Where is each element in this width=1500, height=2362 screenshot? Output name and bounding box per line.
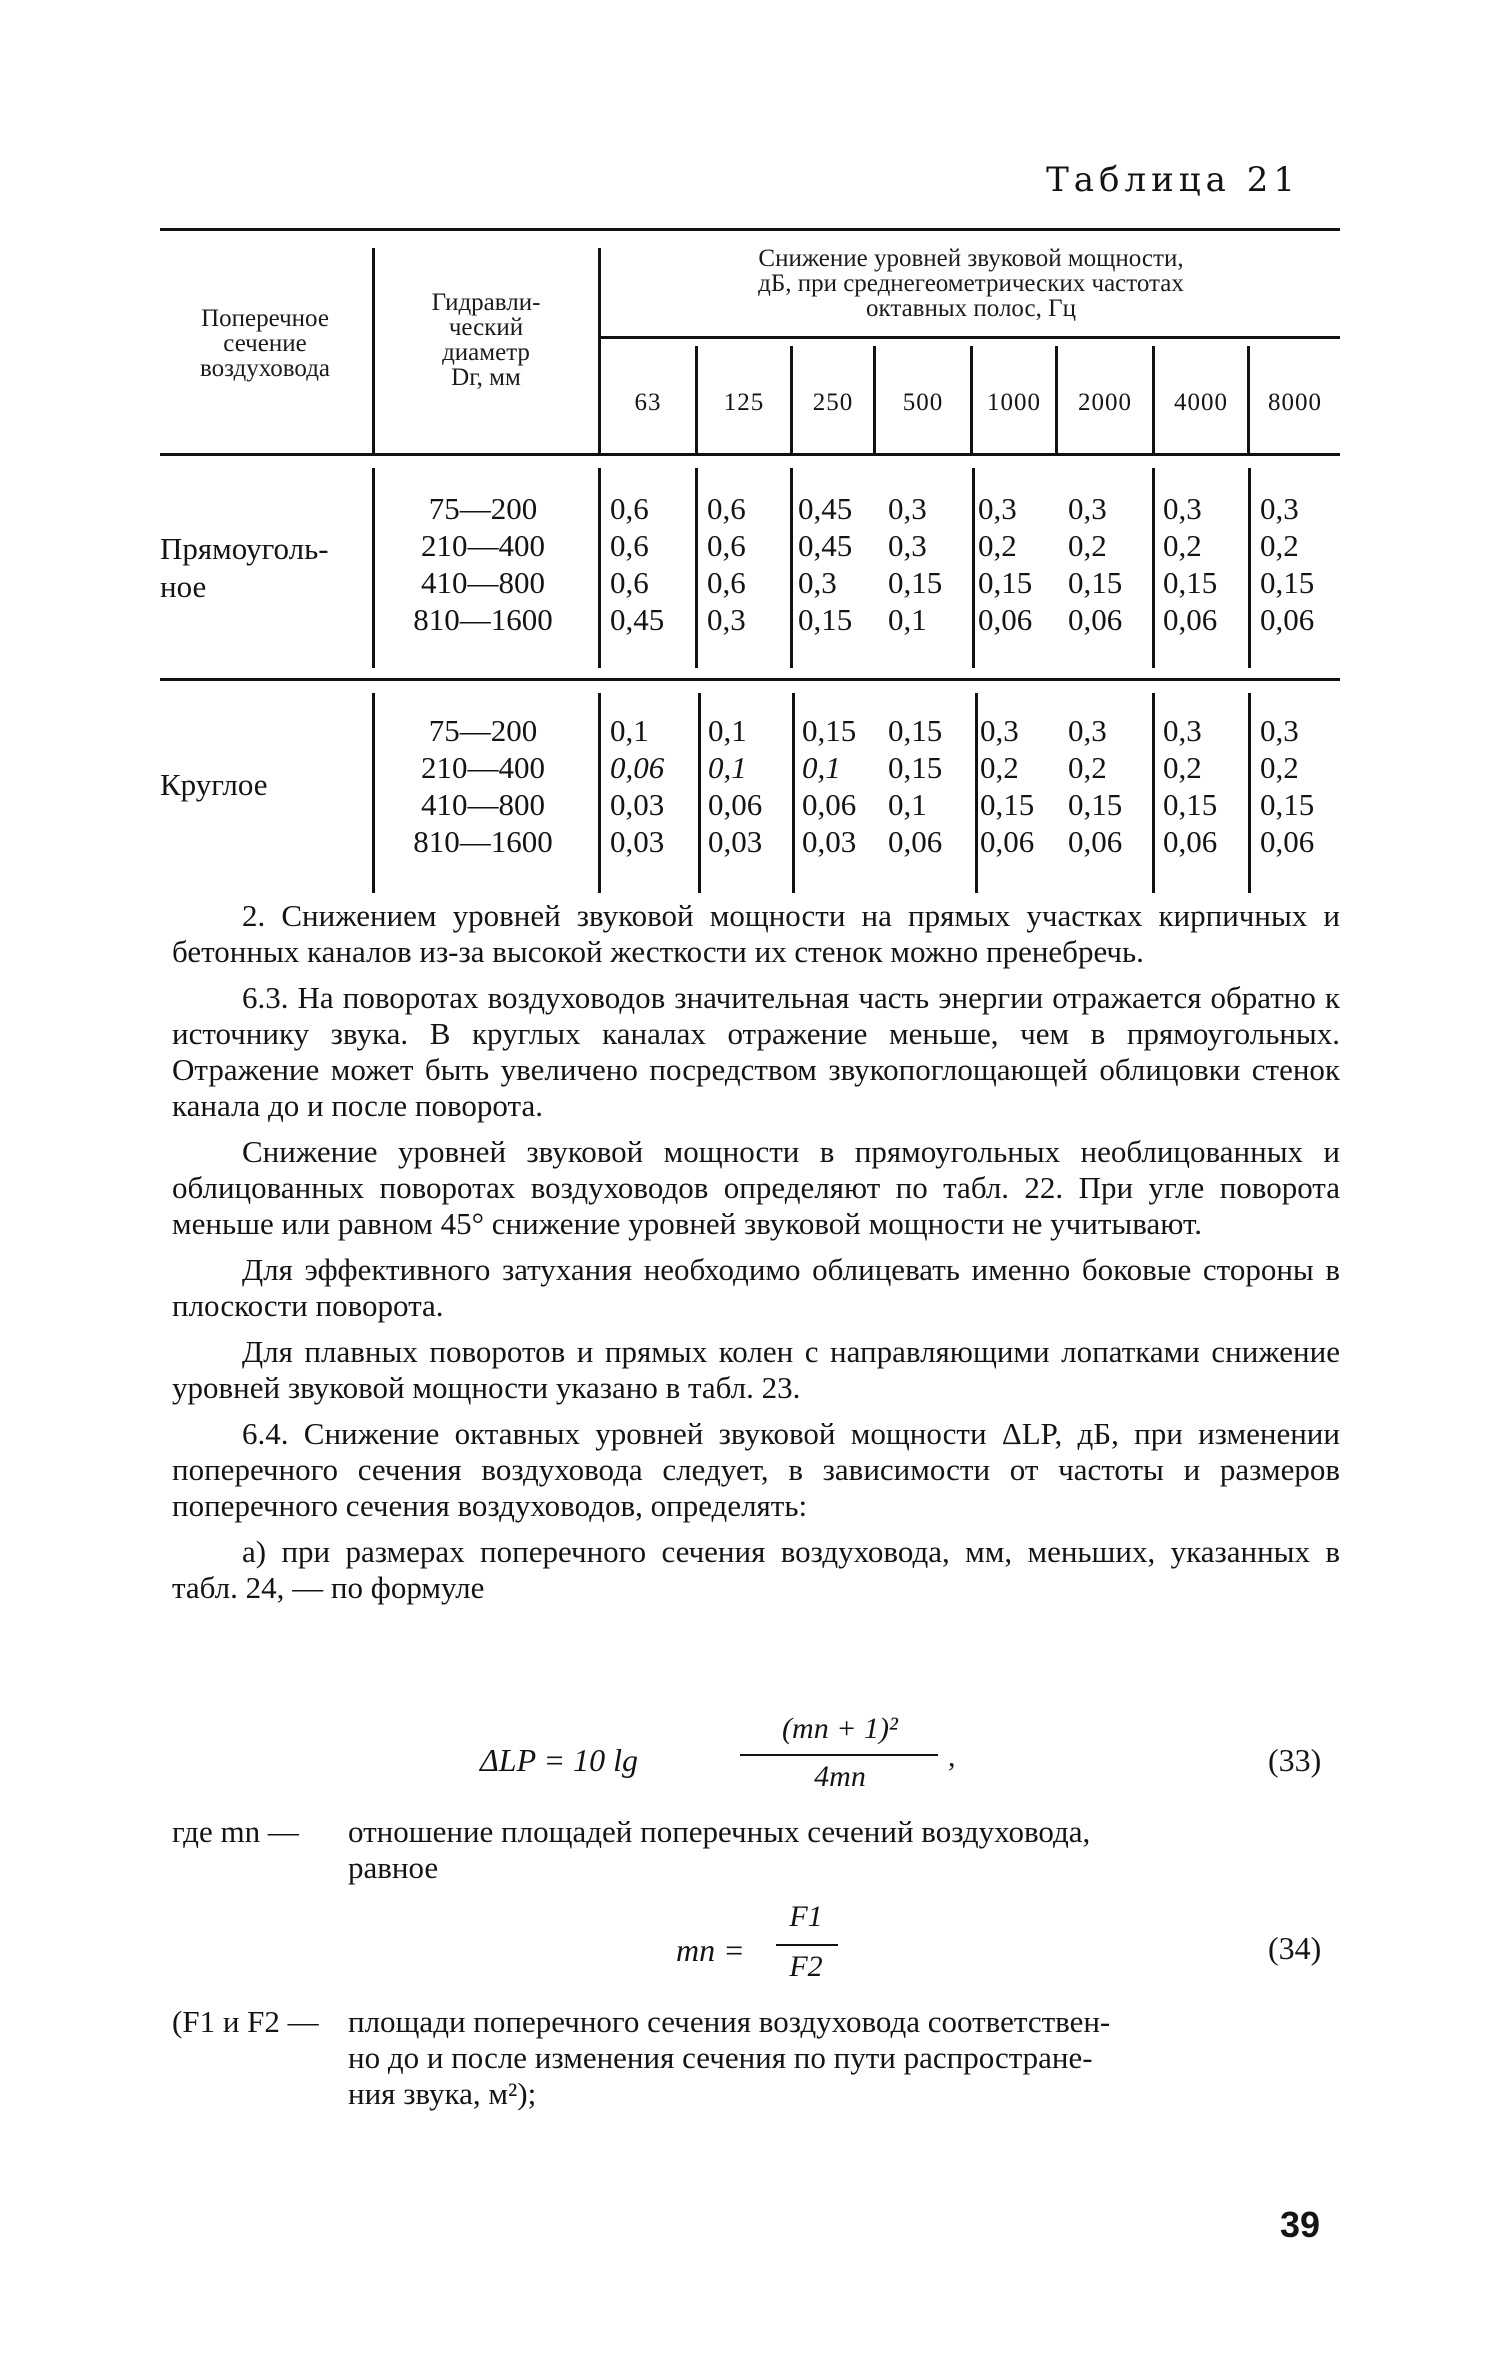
paragraph: 6.4. Снижение октавных уровней звуковой мощности ΔLP, дБ, при изменении поперечного сечения воздуховода следует, в зависимости от частоты и размеров поперечного сечения воздуховодов, определять: bbox=[172, 1416, 1340, 1523]
value-column: 0,45 0,45 0,3 0,15 bbox=[798, 491, 853, 637]
formula-33-denominator: 4mn bbox=[814, 1760, 866, 1793]
formula-33 bbox=[480, 1712, 1340, 1812]
body1-divider-7 bbox=[1248, 468, 1251, 668]
value-column: 0,3 0,2 0,15 0,06 bbox=[978, 491, 1033, 637]
value-column: 0,3 0,3 0,15 0,1 bbox=[888, 491, 943, 637]
value-column: 0,3 0,2 0,15 0,06 bbox=[980, 713, 1035, 859]
header-reduction-group: Снижение уровней звуковой мощности, дБ, при среднегеометрических частотах октавных полос, Гц bbox=[758, 245, 1184, 322]
body1-divider-5 bbox=[972, 468, 975, 668]
formula-34-denominator: F2 bbox=[789, 1950, 823, 1983]
freq-2000: 2000 bbox=[1078, 389, 1132, 416]
body1-divider-6 bbox=[1152, 468, 1155, 668]
value-column: 0,15 0,15 0,1 0,06 bbox=[888, 713, 943, 859]
freq-63: 63 bbox=[634, 389, 662, 416]
value-column: 0,6 0,6 0,6 0,3 bbox=[707, 491, 746, 637]
header-col-divider-1 bbox=[372, 248, 375, 453]
paragraph: Для эффективного затухания необходимо облицевать именно боковые стороны в плоскости поворота. bbox=[172, 1252, 1340, 1323]
legend-line: отношение площадей поперечных сечений воздуховода, bbox=[348, 1814, 1091, 1849]
body1-divider-1 bbox=[372, 468, 375, 668]
formula-33-numerator: (mn + 1)² bbox=[782, 1712, 898, 1745]
formula-33-comma: , bbox=[948, 1740, 956, 1773]
paragraph: а) при размерах поперечного сечения воздуховода, мм, меньших, указанных в табл. 24, — по формуле bbox=[172, 1534, 1340, 1605]
formula-33-number: (33) bbox=[1268, 1742, 1322, 1778]
freq-500: 500 bbox=[902, 389, 944, 416]
table-caption: Таблица 21 bbox=[1046, 160, 1300, 200]
body2-divider-3 bbox=[698, 693, 701, 893]
value-column: 0,6 0,6 0,6 0,45 bbox=[610, 491, 665, 637]
group-name-rectangular: Прямоуголь- ное bbox=[160, 531, 329, 604]
group-separator-rule bbox=[160, 678, 1340, 681]
legend-line: но до и после изменения сечения по пути распростране- bbox=[348, 2040, 1093, 2075]
diameter-list: 75—200 210—400 410—800 810—1600 bbox=[413, 491, 553, 637]
paragraph: 2. Снижением уровней звуковой мощности на прямых участках кирпичных и бетонных каналов из-за высокой жесткости их стенок можно пренебречь. bbox=[172, 898, 1340, 969]
value-column: 0,3 0,2 0,15 0,06 bbox=[1163, 491, 1218, 637]
value-column: 0,3 0,2 0,15 0,06 bbox=[1068, 491, 1123, 637]
legend-lead: (F1 и F2 — bbox=[172, 2004, 319, 2039]
value-column: 0,3 0,2 0,15 0,06 bbox=[1260, 491, 1315, 637]
group-name-round: Круглое bbox=[160, 767, 268, 802]
formula-34-numerator: F1 bbox=[789, 1900, 823, 1933]
body2-divider-1 bbox=[372, 693, 375, 893]
value-column: 0,1 0,1 0,06 0,03 bbox=[708, 713, 763, 859]
body2-divider-6 bbox=[1152, 693, 1155, 893]
diameter-list: 75—200 210—400 410—800 810—1600 bbox=[413, 713, 553, 859]
formula-34-fraction-bar bbox=[776, 1944, 838, 1946]
formula-33-fraction-bar bbox=[740, 1754, 938, 1756]
formula-34-number: (34) bbox=[1268, 1930, 1322, 1966]
table-top-rule bbox=[160, 228, 1340, 231]
header-cross-section: Поперечное сечение воздуховода bbox=[199, 305, 331, 382]
formula-33-lhs: ΔLP = 10 lg bbox=[480, 1742, 639, 1778]
freq-250: 250 bbox=[812, 389, 854, 416]
freq-8000: 8000 bbox=[1268, 389, 1322, 416]
freq-1000: 1000 bbox=[987, 389, 1041, 416]
data-table bbox=[160, 228, 1340, 906]
body2-divider-7 bbox=[1248, 693, 1251, 893]
body-text bbox=[172, 898, 1340, 1616]
value-column: 0,1 0,06 0,03 0,03 bbox=[610, 713, 665, 859]
formula-34-lhs: mn = bbox=[676, 1932, 745, 1968]
value-column: 0,3 0,2 0,15 0,06 bbox=[1068, 713, 1123, 859]
paragraph: Для плавных поворотов и прямых колен с направляющими лопатками снижение уровней звуковой мощности указано в табл. 23. bbox=[172, 1334, 1340, 1405]
freq-125: 125 bbox=[723, 389, 765, 416]
legend-line: ния звука, м²); bbox=[348, 2076, 537, 2111]
header-subrule bbox=[600, 336, 1340, 339]
page-number: 39 bbox=[1280, 2204, 1321, 2245]
value-column: 0,3 0,2 0,15 0,06 bbox=[1163, 713, 1218, 859]
legend-lead: где mn — bbox=[172, 1814, 299, 1849]
value-column: 0,15 0,1 0,06 0,03 bbox=[802, 713, 857, 859]
body1-divider-2 bbox=[598, 468, 601, 668]
header-hydraulic-diameter: Гидравли- ческий диаметр Dг, мм bbox=[431, 289, 541, 391]
body2-divider-5 bbox=[975, 693, 978, 893]
body1-divider-4 bbox=[790, 468, 793, 668]
header-bottom-rule bbox=[160, 453, 1340, 456]
header-col-divider-2 bbox=[598, 248, 601, 453]
legend-line: площади поперечного сечения воздуховода соответствен- bbox=[348, 2004, 1111, 2039]
paragraph: Снижение уровней звуковой мощности в прямоугольных необлицованных и облицованных поворотах воздуховодов определяют по табл. 22. При угле поворота меньше или равном 45° снижение уровней звуковой мощности не учитывают. bbox=[172, 1134, 1340, 1241]
paragraph: 6.3. На поворотах воздуховодов значительная часть энергии отражается обратно к источнику звука. В круглых каналах отражение меньше, чем в прямоугольных. Отражение может быть увеличено посредством звукопоглощающей облицовки стенок канала до и после поворота. bbox=[172, 980, 1340, 1123]
formula-34 bbox=[676, 1900, 1340, 1996]
body2-divider-2 bbox=[598, 693, 601, 893]
body2-divider-4 bbox=[792, 693, 795, 893]
legend-line: равное bbox=[348, 1850, 439, 1885]
body1-divider-3 bbox=[695, 468, 698, 668]
value-column: 0,3 0,2 0,15 0,06 bbox=[1260, 713, 1315, 859]
freq-4000: 4000 bbox=[1174, 389, 1228, 416]
